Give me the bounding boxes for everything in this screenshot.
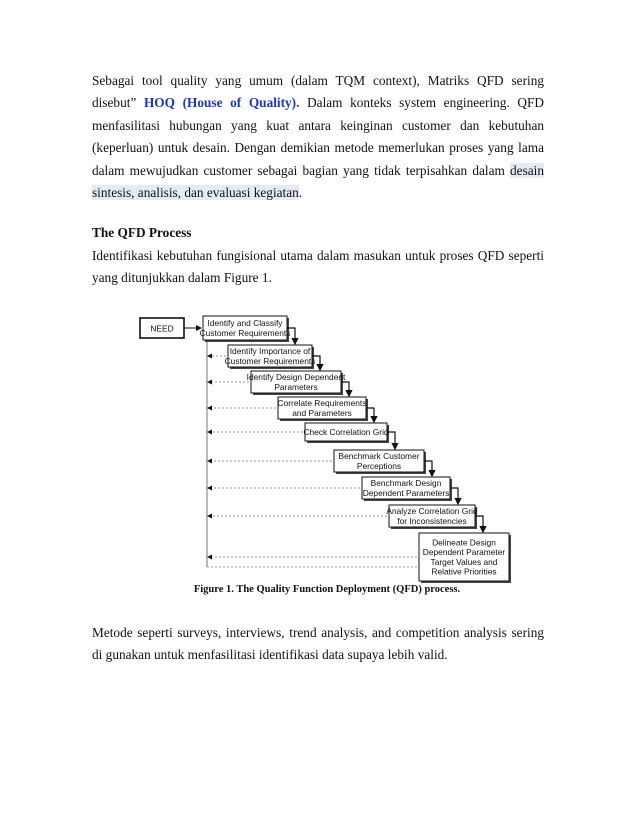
section-heading: The QFD Process: [92, 225, 192, 240]
step-label: for Inconsistencies: [397, 515, 467, 526]
feedback-arrowhead: [207, 380, 212, 385]
feedback-arrowhead: [207, 459, 212, 464]
qfd-process-figure: [137, 312, 517, 597]
need-label: NEED: [150, 323, 174, 334]
feedback-arrowhead: [207, 486, 212, 491]
methods-paragraph: Metode seperti surveys, interviews, trend analysis, and competition analysis sering di gunakan untuk menfasilitasi identifikasi data supaya lebih valid.: [92, 625, 544, 663]
step-label: Relative Priorities: [431, 566, 497, 577]
step-label: Check Correlation Grid: [303, 427, 389, 437]
intro-text-b: Dalam konteks system engineering. QFD menfasilitasi hubungan yang kuat antara keinginan customer dan kebutuhan (keperluan) untuk desain. Dengan demikian metode memerlukan proses yang lama dalam mewujudkan customer sebagai bagian yang tidak terpisahkan dalam: [92, 95, 545, 178]
step-label: Identify Design Dependent: [246, 372, 346, 383]
step-label: Identify and Classify: [207, 318, 283, 329]
feedback-arrowhead: [207, 430, 212, 435]
figure-caption: Figure 1. The Quality Function Deployment (QFD) process.: [193, 584, 461, 595]
intro-text-c: .: [298, 185, 303, 201]
process-paragraph: Identifikasi kebutuhan fungisional utama dalam masukan untuk proses QFD seperti yang ditunjukkan dalam Figure 1.: [92, 248, 544, 286]
intro-paragraph: [92, 70, 544, 204]
step-label: and Parameters: [292, 407, 352, 418]
hoq-term: HOQ (House of Quality).: [143, 95, 300, 111]
feedback-arrowhead: [207, 514, 212, 519]
step-label: Correlate Requirements: [277, 398, 367, 409]
highlighted-text: desain sintesis, analisis, dan evaluasi kegiatan: [92, 162, 544, 201]
step-label: Dependent Parameter: [422, 547, 506, 558]
step-label: Benchmark Design: [370, 478, 442, 489]
step-label: Customer Requirements: [199, 327, 291, 338]
step-label: Perceptions: [356, 460, 402, 471]
step-label: Delineate Design: [432, 537, 496, 548]
step-label: Parameters: [274, 381, 318, 392]
feedback-arrowhead: [207, 354, 212, 359]
step-label: Customer Requirements: [224, 355, 316, 366]
feedback-arrowhead: [207, 406, 212, 411]
step-label: Identify Importance of: [229, 346, 311, 357]
step-label: Analyze Correlation Grid: [386, 506, 478, 517]
step-label: Target Values and: [430, 556, 498, 567]
qfd-flow-diagram: [137, 312, 517, 597]
feedback-arrowhead: [207, 555, 212, 560]
step-label: Dependent Parameters: [362, 487, 450, 498]
step-label: Benchmark Customer: [338, 451, 420, 462]
intro-text-a: Sebagai tool quality yang umum (dalam TQM context), Matriks QFD sering disebut”: [92, 73, 544, 111]
